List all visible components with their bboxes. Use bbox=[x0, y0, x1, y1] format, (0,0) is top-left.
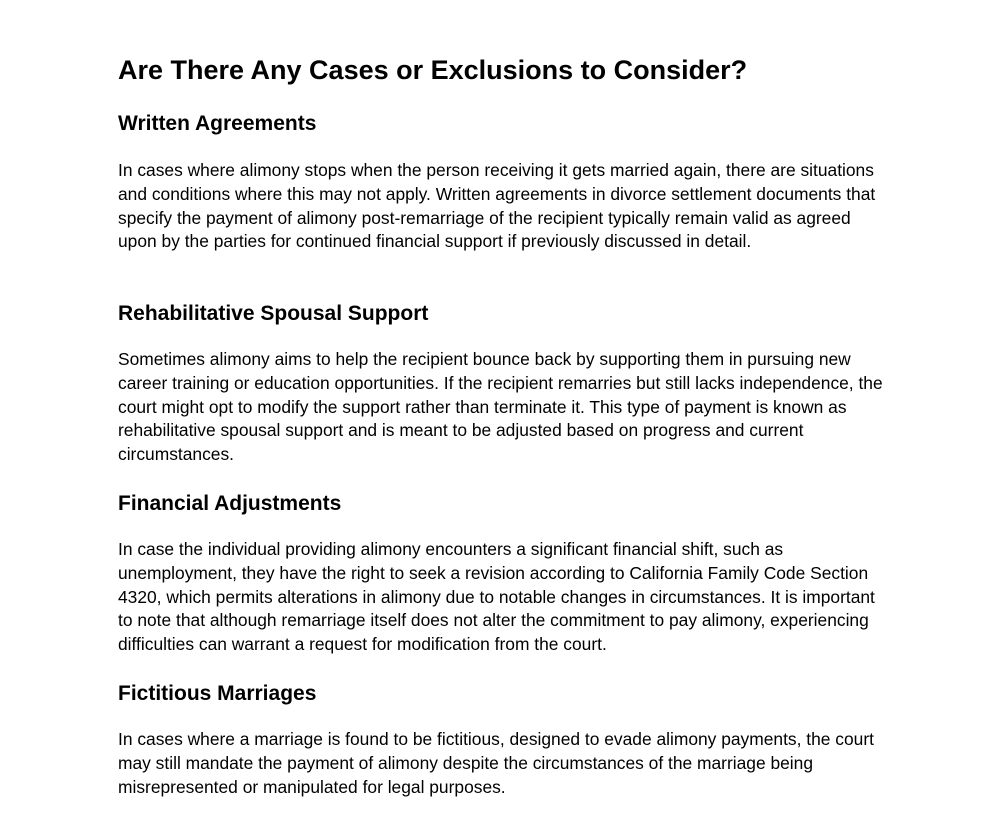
document-title: Are There Any Cases or Exclusions to Consider? bbox=[118, 55, 748, 85]
section-heading-fictitious-marriages: Fictitious Marriages bbox=[118, 682, 317, 705]
section-heading-rehabilitative-spousal-support: Rehabilitative Spousal Support bbox=[118, 302, 429, 325]
section-heading-financial-adjustments: Financial Adjustments bbox=[118, 492, 342, 515]
section-body-fictitious-marriages: In cases where a marriage is found to be fictitious, designed to evade alimony payments, the court may still mandate the payment of alimony despite the circumstances of the marriage being misrepresented or manipulated for legal purposes. bbox=[118, 729, 874, 797]
section-heading-written-agreements: Written Agreements bbox=[118, 112, 317, 135]
section-body-rehabilitative-spousal-support: Sometimes alimony aims to help the recipient bounce back by supporting them in pursuing new career training or education opportunities. If the recipient remarries but still lacks independence, the court might opt to modify the support rather than terminate it. This type of payment is known as rehabilitative spousal support and is meant to be adjusted based on progress and current circumstances. bbox=[118, 349, 883, 465]
section-body-written-agreements: In cases where alimony stops when the person receiving it gets married again, there are situations and conditions where this may not apply. Written agreements in divorce settlement documents that specify the payment of alimony post-remarriage of the recipient typically remain valid as agreed upon by the parties for continued financial support if previously discussed in detail. bbox=[118, 160, 876, 252]
section-body-financial-adjustments: In case the individual providing alimony encounters a significant financial shift, such as unemployment, they have the right to seek a revision according to California Family Code Section 4320, which permits alterations in alimony due to notable changes in circumstances. It is important to note that although remarriage itself does not alter the commitment to pay alimony, experiencing difficulties can warrant a request for modification from the court. bbox=[118, 539, 875, 655]
